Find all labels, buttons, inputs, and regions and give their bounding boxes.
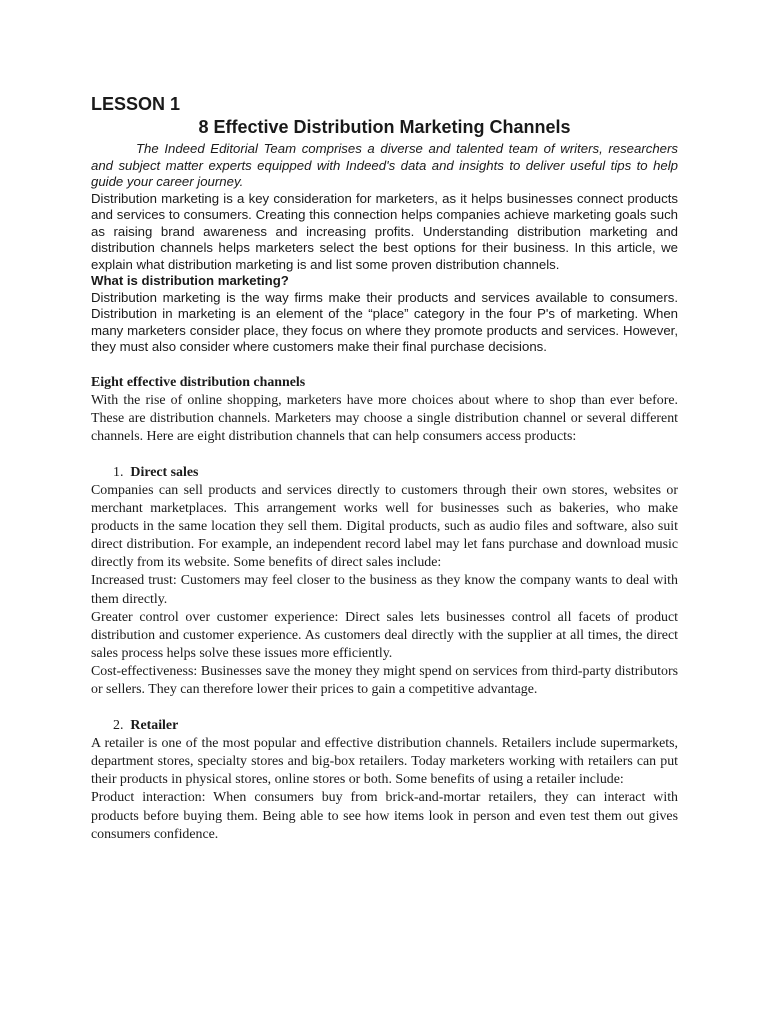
benefit-paragraph: Increased trust: Customers may feel closer to the business as they know the company wants to deal with them directly.	[91, 573, 678, 607]
channel-paragraph: Companies can sell products and services directly to customers through their own stores, websites or merchant marketplaces. This arrangement works well for businesses such as bakeries, who make products in the same location they sell them. Digital products, such as audio files and software, also suit direct distribution. For example, an independent record label may let fans purchase and download music directly from its website. Some benefits of direct sales include:	[91, 482, 678, 571]
byline: The Indeed Editorial Team comprises a diverse and talented team of writers, researchers and subject matter experts equipped with Indeed's data and insights to deliver useful tips to help guide your career journey.	[91, 141, 678, 189]
channel-paragraph: A retailer is one of the most popular and effective distribution channels. Retailers include supermarkets, department stores, specialty stores and big-box retailers. Today marketers working with retailers can put their products in physical stores, online stores or both. Some benefits of using a retailer include:	[91, 736, 678, 788]
spacer	[91, 446, 678, 464]
channel-heading	[91, 717, 678, 735]
section-intro-paragraph: With the rise of online shopping, marketers have more choices about where to shop than ever before. These are distribution channels. Marketers may choose a single distribution channel or several different channels. Here are eight distribution channels that can help consumers access products:	[91, 392, 678, 444]
lesson-label: LESSON 1	[91, 94, 181, 114]
channel-name: Direct sales	[130, 464, 199, 480]
channel-number: 1.	[113, 464, 124, 480]
spacer	[91, 699, 678, 717]
channel-number: 2.	[113, 718, 124, 734]
answer-paragraph: Distribution marketing is the way firms make their products and services available to consumers. Distribution in marketing is an element of the “place” category in the four P's of marketing. When many marketers consider place, they focus on where they promote products and services. However, they must also consider where customers make their final purchase decisions.	[91, 289, 678, 354]
benefit-paragraph: Greater control over customer experience: Direct sales lets businesses control all facets of product distribution and customer experience. As customers deal directly with the supplier at all times, the direct sales process helps solve these issues more efficiently.	[91, 609, 678, 661]
spacer	[91, 356, 678, 374]
channel-name: Retailer	[130, 718, 179, 734]
intro-paragraph: Distribution marketing is a key consideration for marketers, as it helps businesses connect products and services to consumers. Creating this connection helps companies achieve marketing goals such as raising brand awareness and increasing profits. Understanding distribution marketing and distribution channels helps marketers select the best options for their business. In this article, we explain what distribution marketing is and list some proven distribution channels.	[91, 190, 678, 272]
question-heading: What is distribution marketing?	[91, 273, 289, 288]
channel-heading	[91, 464, 678, 482]
benefit-paragraph: Product interaction: When consumers buy from brick-and-mortar retailers, they can interact with products before buying them. Being able to see how items look in person and even test them out gives consumers confidence.	[91, 790, 678, 842]
section-heading: Eight effective distribution channels	[91, 374, 306, 390]
page-title: 8 Effective Distribution Marketing Channels	[198, 117, 571, 137]
benefit-paragraph: Cost-effectiveness: Businesses save the money they might spend on services from third-party distributors or sellers. They can therefore lower their prices to gain a competitive advantage.	[91, 663, 678, 697]
